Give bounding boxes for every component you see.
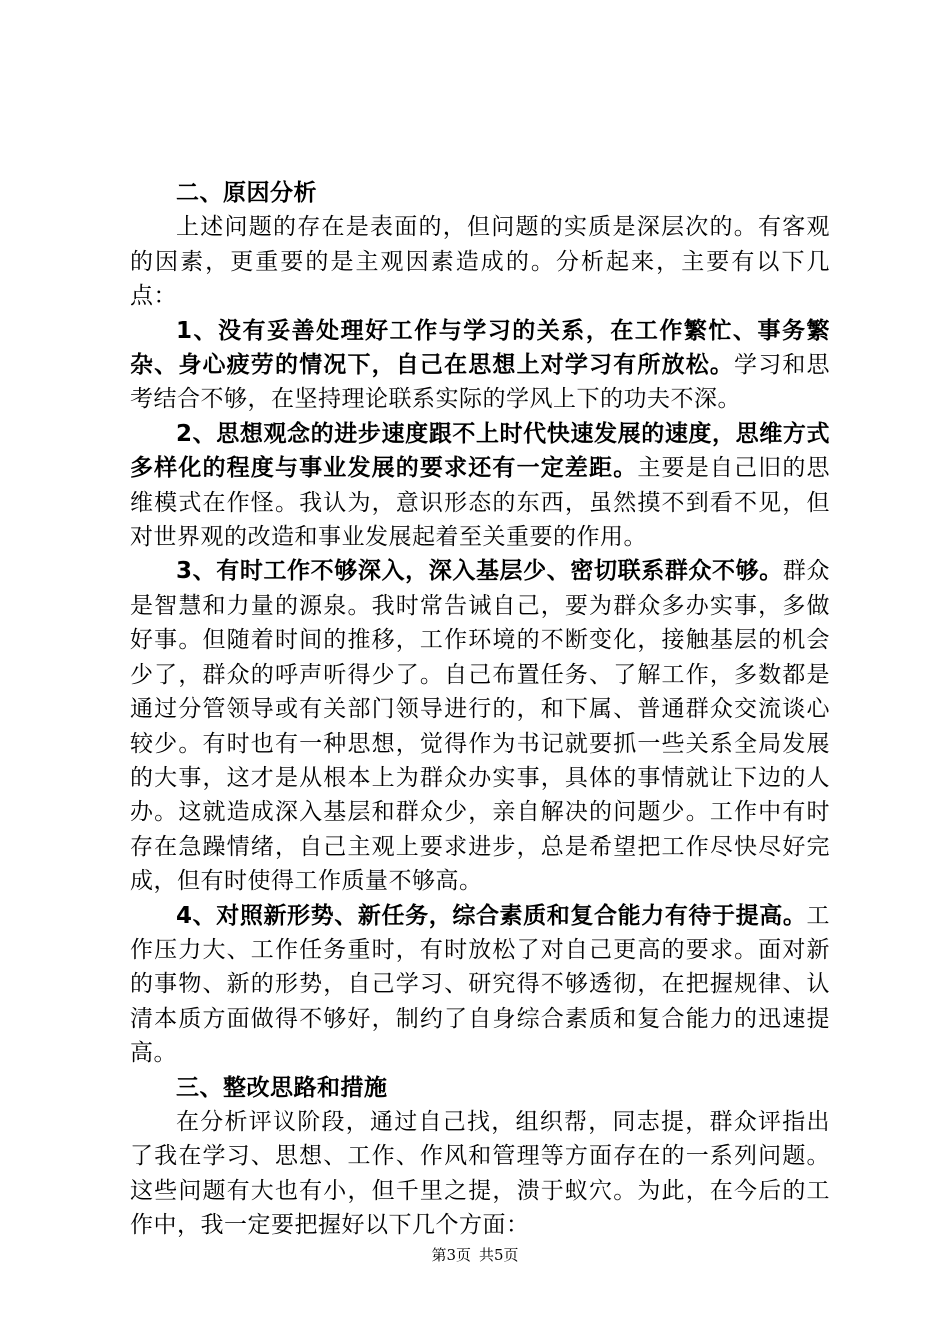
analysis-item-1-text: 学习和思考结合不够，在坚持理论联系实际的学风上下的功夫不深。 bbox=[130, 352, 831, 413]
analysis-item-4-text: 工作压力大、工作任务重时，有时放松了对自己更高的要求。面对新的事物、新的形势，自己学习、研究得不够透彻，在把握规律、认清本质方面做得不够好，制约了自身综合素质和复合能力的迅速提高。 bbox=[130, 902, 830, 1067]
page-footer bbox=[0, 1244, 950, 1265]
analysis-item-4 bbox=[130, 899, 830, 1071]
page-number-total: 共5页 bbox=[479, 1246, 519, 1264]
section-heading-rectification: 三、整改思路和措施 bbox=[176, 1074, 388, 1101]
section-intro-rectification: 在分析评议阶段，通过自己找，组织帮，同志提，群众评指出了我在学习、思想、工作、作风和管理等方面存在的一系列问题。这些问题有大也有小，但千里之提，溃于蚁穴。为此，在今后的工作中，我一定要把握好以下几个方面： bbox=[130, 1108, 830, 1239]
analysis-item-1 bbox=[130, 314, 830, 417]
analysis-item-2 bbox=[130, 417, 830, 555]
analysis-item-2-lead: 2、思想观念的进步速度跟不上时代快速发展的速度，思维方式多样化的程度与事业发展的要求还有一定差距。 bbox=[130, 420, 830, 482]
section-heading-cause-analysis: 二、原因分析 bbox=[176, 180, 317, 206]
analysis-item-3 bbox=[130, 554, 830, 898]
analysis-item-2-text: 主要是自己旧的思维模式在作怪。我认为，意识形态的东西，虽然摸不到看不见，但对世界观的改造和事业发展起着至关重要的作用。 bbox=[130, 455, 831, 551]
analysis-item-3-text: 群众是智慧和力量的源泉。我时常告诫自己，要为群众多办实事，多做好事。但随着时间的推移，工作环境的不断变化，接触基层的机会少了，群众的呼声听得少了。自己布置任务、了解工作，多数都是通过分管领导或有关部门领导进行的，和下属、普通群众交流谈心较少。有时也有一种思想，觉得作为书记就要抓一些关系全局发展的大事，这才是从根本上为群众办实事，具体的事情就让下边的人办。这就造成深入基层和群众少，亲自解决的问题少。工作中有时存在急躁情绪，自己主观上要求进步，总是希望把工作尽快尽好完成，但有时使得工作质量不够高。 bbox=[130, 558, 831, 895]
section-intro-cause-analysis: 上述问题的存在是表面的，但问题的实质是深层次的。有客观的因素，更重要的是主观因素造成的。分析起来，主要有以下几点： bbox=[130, 214, 830, 310]
analysis-item-1-lead: 1、没有妥善处理好工作与学习的关系，在工作繁忙、事务繁杂、身心疲劳的情况下，自己在思想上对学习有所放松。 bbox=[130, 317, 830, 379]
analysis-item-4-lead: 4、对照新形势、新任务，综合素质和复合能力有待于提高。 bbox=[176, 902, 807, 929]
document-body bbox=[130, 176, 830, 1243]
analysis-item-3-lead: 3、有时工作不够深入，深入基层少、密切联系群众不够。 bbox=[176, 558, 783, 585]
page-number-current: 第3页 bbox=[431, 1246, 471, 1264]
